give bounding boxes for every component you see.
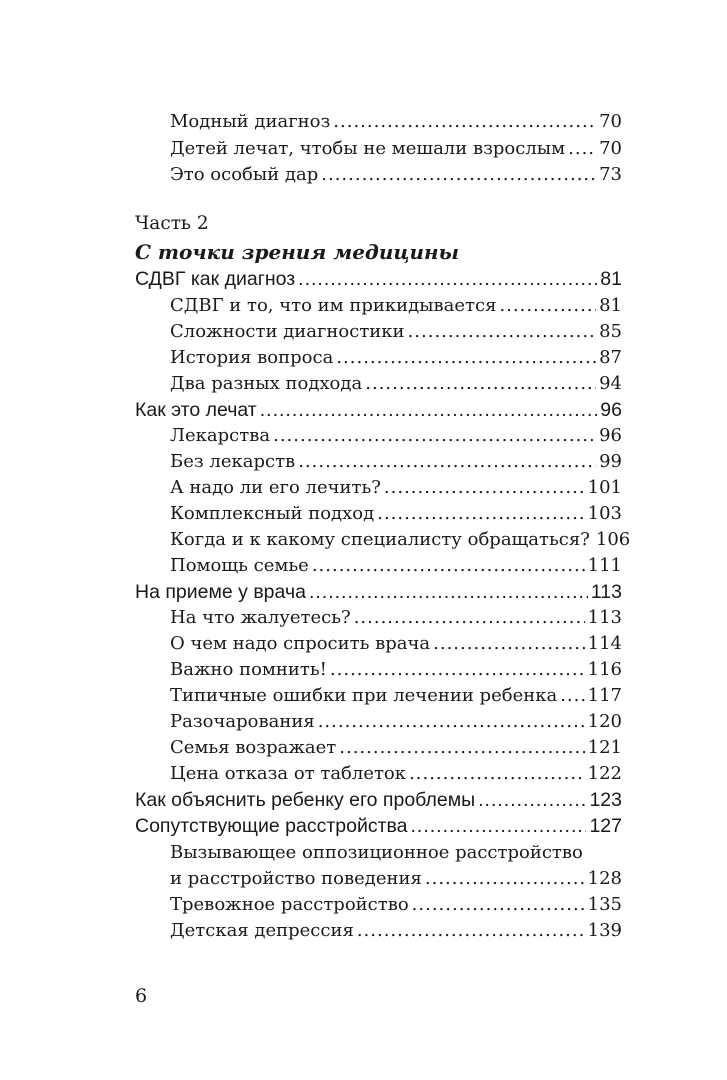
leader-dots bbox=[478, 786, 586, 814]
leader-dots bbox=[357, 917, 585, 945]
toc-entry-page: 70 bbox=[599, 138, 622, 159]
leader-dots bbox=[433, 630, 585, 658]
toc-entry[interactable] bbox=[170, 474, 622, 502]
toc-line bbox=[0, 135, 727, 163]
toc-line bbox=[0, 552, 727, 580]
toc-line bbox=[0, 344, 727, 372]
toc-entry-page: 116 bbox=[587, 659, 622, 680]
toc-entry[interactable] bbox=[170, 422, 622, 450]
toc-line bbox=[0, 812, 727, 840]
toc-entry-page: 121 bbox=[587, 737, 622, 758]
part-title[interactable]: С точки зрения медицины bbox=[135, 240, 459, 264]
toc-entry-title: Как объяснить ребенку его проблемы bbox=[135, 789, 476, 811]
toc-entry-page: 127 bbox=[589, 815, 622, 837]
toc-line bbox=[0, 656, 727, 684]
toc-entry-title-line1[interactable]: Вызывающее оппозиционное расстройство bbox=[170, 842, 583, 863]
leader-dots bbox=[560, 682, 584, 710]
toc-entry-title: Как это лечат bbox=[135, 399, 257, 421]
toc-entry-title: На что жалуетесь? bbox=[170, 607, 351, 628]
toc-line bbox=[0, 318, 727, 346]
toc-entry-page: 135 bbox=[587, 894, 622, 915]
leader-dots bbox=[260, 396, 598, 424]
leader-dots bbox=[330, 656, 585, 684]
toc-entry-page: 123 bbox=[589, 789, 622, 811]
toc-line bbox=[0, 474, 727, 502]
toc-entry-title: История вопроса bbox=[170, 347, 334, 368]
toc-entry-page: 101 bbox=[587, 477, 622, 498]
toc-entry-title: СДВГ как диагноз bbox=[135, 268, 296, 290]
leader-dots bbox=[298, 448, 596, 476]
leader-dots bbox=[312, 552, 585, 580]
toc-line bbox=[0, 500, 727, 528]
toc-entry-page: 85 bbox=[599, 321, 622, 342]
toc-entry[interactable] bbox=[170, 865, 622, 893]
toc-entry-page: 99 bbox=[599, 451, 622, 472]
toc-line bbox=[0, 865, 727, 893]
toc-entry-title: На приеме у врача bbox=[135, 581, 306, 603]
toc-entry-title: Комплексный подход bbox=[170, 503, 375, 524]
toc-section[interactable] bbox=[135, 265, 622, 293]
toc-entry[interactable] bbox=[170, 708, 622, 736]
toc-entry[interactable] bbox=[170, 682, 622, 710]
toc-line bbox=[0, 108, 727, 136]
toc-entry[interactable] bbox=[170, 344, 622, 372]
toc-line bbox=[0, 708, 727, 736]
toc-entry[interactable] bbox=[170, 135, 622, 163]
toc-entry-page: 114 bbox=[587, 633, 622, 654]
part-title-line bbox=[0, 238, 727, 266]
toc-entry-title: Помощь семье bbox=[170, 555, 309, 576]
toc-entry[interactable] bbox=[170, 370, 622, 398]
toc-entry-title: Важно помнить! bbox=[170, 659, 327, 680]
leader-dots bbox=[336, 344, 596, 372]
toc-entry-title: А надо ли его лечить? bbox=[170, 477, 381, 498]
toc-entry-title: Сопутствующие расстройства bbox=[135, 815, 408, 837]
leader-dots bbox=[309, 578, 588, 606]
toc-entry-title: Детей лечат, чтобы не мешали взрослым bbox=[170, 138, 566, 159]
part-label-line bbox=[0, 210, 727, 238]
toc-entry-title: СДВГ и то, что им прикидывается bbox=[170, 295, 497, 316]
toc-entry-title: Разочарования bbox=[170, 711, 315, 732]
toc-entry-page: 113 bbox=[590, 581, 622, 603]
toc-line bbox=[0, 370, 727, 398]
toc-line bbox=[0, 917, 727, 945]
toc-entry[interactable] bbox=[170, 630, 622, 658]
toc-entry-title: Это особый дар bbox=[170, 164, 319, 185]
leader-dots bbox=[425, 865, 585, 893]
toc-entry[interactable] bbox=[170, 161, 622, 189]
leader-dots bbox=[298, 265, 597, 293]
leader-dots bbox=[411, 812, 587, 840]
toc-entry-title: Сложности диагностики bbox=[170, 321, 405, 342]
leader-dots bbox=[365, 370, 596, 398]
toc-entry[interactable] bbox=[170, 448, 622, 476]
toc-entry-title: Цена отказа от таблеток bbox=[170, 763, 407, 784]
toc-entry[interactable] bbox=[170, 552, 622, 580]
toc-entry-page: 70 bbox=[599, 111, 622, 132]
toc-entry-title: О чем надо спросить врача bbox=[170, 633, 431, 654]
toc-entry[interactable] bbox=[170, 526, 631, 554]
toc-entry-page: 106 bbox=[595, 529, 631, 550]
part-label: Часть 2 bbox=[135, 213, 209, 234]
toc-entry[interactable] bbox=[170, 734, 622, 762]
toc-entry-title: Лекарства bbox=[170, 425, 271, 446]
toc-line bbox=[0, 161, 727, 189]
toc-entry-page: 81 bbox=[599, 295, 622, 316]
toc-entry[interactable] bbox=[170, 318, 622, 346]
toc-entry[interactable] bbox=[170, 292, 622, 320]
toc-entry[interactable] bbox=[170, 656, 622, 684]
leader-dots bbox=[321, 161, 596, 189]
toc-line bbox=[0, 448, 727, 476]
leader-dots bbox=[568, 135, 596, 163]
toc-entry-page: 139 bbox=[587, 920, 622, 941]
toc-entry-page: 111 bbox=[587, 555, 622, 576]
toc-line bbox=[0, 786, 727, 814]
toc-line bbox=[0, 265, 727, 293]
toc-entry-page: 96 bbox=[599, 425, 622, 446]
toc-entry[interactable] bbox=[170, 760, 622, 788]
toc-entry-page: 81 bbox=[600, 268, 622, 290]
toc-entry-page: 128 bbox=[587, 868, 622, 889]
leader-dots bbox=[273, 422, 596, 450]
toc-section[interactable] bbox=[135, 578, 622, 606]
toc-entry-title: Когда и к какому специалисту обращаться? bbox=[170, 529, 590, 550]
toc-line bbox=[0, 396, 727, 424]
toc-entry-title: Модный диагноз bbox=[170, 111, 331, 132]
toc-entry-title: Детская депрессия bbox=[170, 920, 354, 941]
toc-line bbox=[0, 526, 727, 554]
toc-line bbox=[0, 292, 727, 320]
toc-line bbox=[0, 630, 727, 658]
toc-line bbox=[0, 682, 727, 710]
toc-entry-page: 87 bbox=[599, 347, 622, 368]
toc-entry-page: 113 bbox=[587, 607, 622, 628]
toc-entry[interactable] bbox=[170, 500, 622, 528]
toc-entry-title: Без лекарств bbox=[170, 451, 296, 472]
toc-entry[interactable] bbox=[170, 891, 622, 919]
toc-entry-page: 120 bbox=[587, 711, 622, 732]
leader-dots bbox=[408, 318, 597, 346]
toc-entry-page: 117 bbox=[587, 685, 622, 706]
leader-dots bbox=[384, 474, 585, 502]
toc-line bbox=[0, 891, 727, 919]
toc-entry-page: 94 bbox=[599, 373, 622, 394]
toc-section[interactable] bbox=[135, 786, 622, 814]
page-number: 6 bbox=[135, 985, 148, 1007]
toc-entry[interactable] bbox=[170, 604, 622, 632]
toc-entry[interactable] bbox=[170, 108, 622, 136]
toc-entry-page: 122 bbox=[587, 763, 622, 784]
toc-entry-title: Семья возражает bbox=[170, 737, 337, 758]
toc-line bbox=[0, 422, 727, 450]
leader-dots bbox=[318, 708, 585, 736]
toc-section[interactable] bbox=[135, 396, 622, 424]
toc-entry-title: Типичные ошибки при лечении ребенка bbox=[170, 685, 558, 706]
leader-dots bbox=[339, 734, 584, 762]
leader-dots bbox=[354, 604, 585, 632]
toc-entry-title: и расстройство поведения bbox=[170, 868, 422, 889]
toc-entry-title: Тревожное расстройство bbox=[170, 894, 409, 915]
leader-dots bbox=[333, 108, 596, 136]
toc-line bbox=[0, 760, 727, 788]
leader-dots bbox=[499, 292, 596, 320]
leader-dots bbox=[377, 500, 584, 528]
toc-section[interactable] bbox=[135, 812, 622, 840]
toc-entry[interactable] bbox=[170, 917, 622, 945]
toc-entry-page: 73 bbox=[599, 164, 622, 185]
toc-line bbox=[0, 839, 727, 867]
toc-line bbox=[0, 604, 727, 632]
toc-entry-page: 96 bbox=[600, 399, 622, 421]
toc-entry-title: Два разных подхода bbox=[170, 373, 363, 394]
leader-dots bbox=[412, 891, 585, 919]
toc-entry-page: 103 bbox=[587, 503, 622, 524]
toc-line bbox=[0, 734, 727, 762]
toc-line bbox=[0, 578, 727, 606]
leader-dots bbox=[409, 760, 585, 788]
